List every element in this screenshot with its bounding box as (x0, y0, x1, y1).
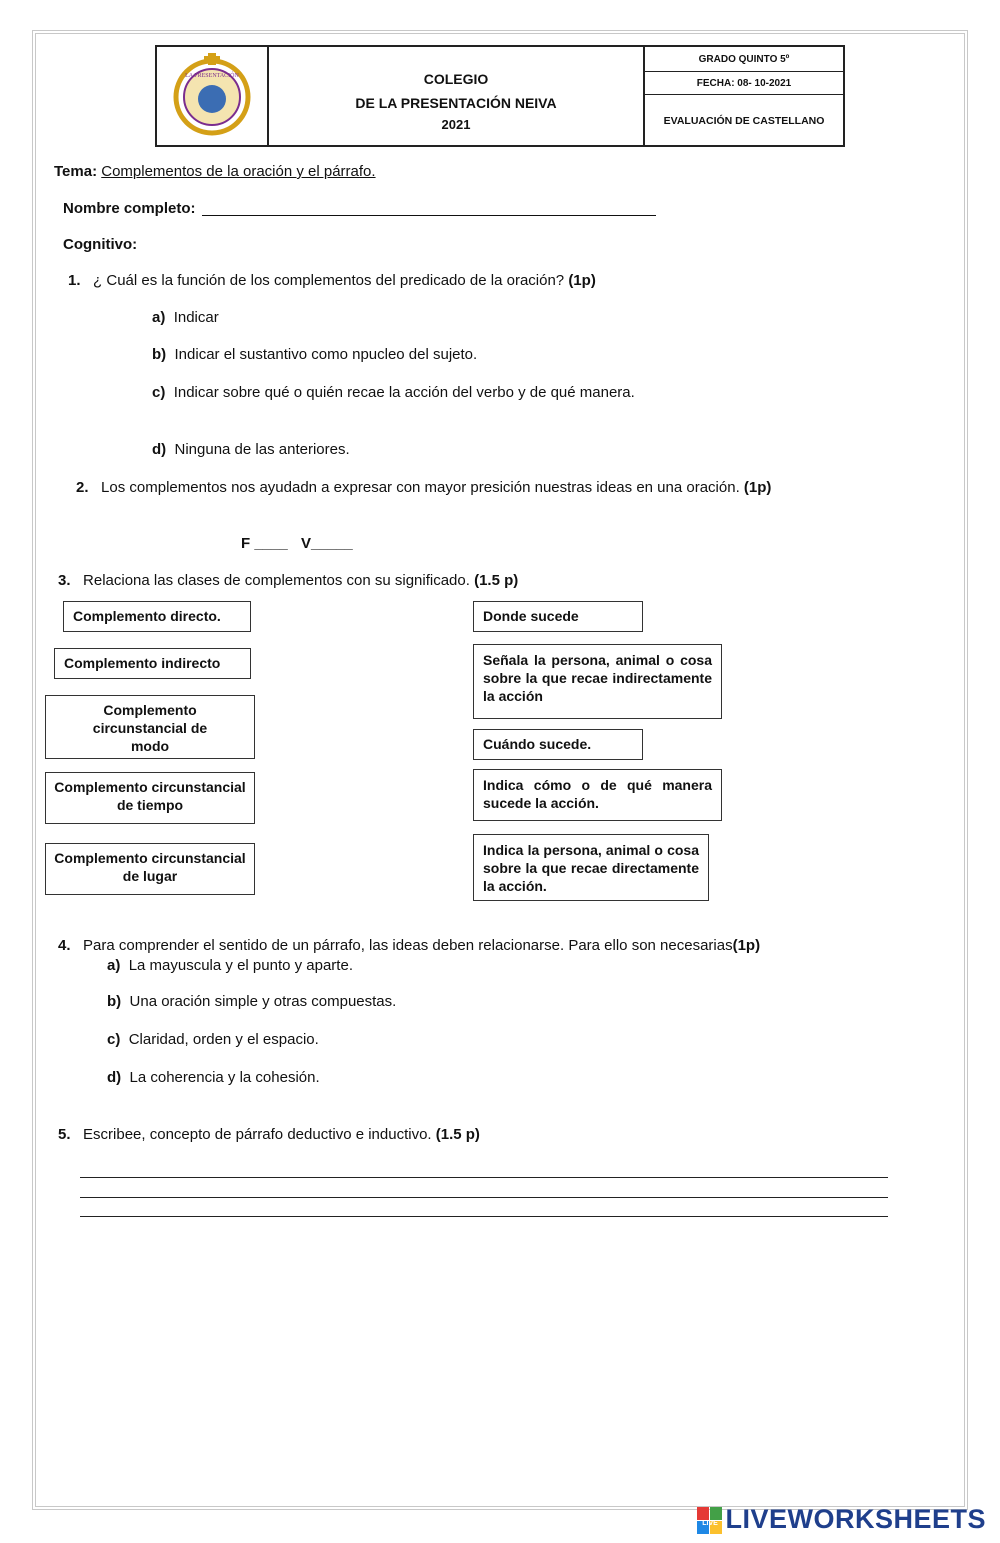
school-line1: COLEGIO (423, 71, 489, 87)
option-text: La coherencia y la cohesión. (129, 1069, 320, 1086)
q5-text: Escribee, concepto de párrafo deductivo e inductivo. (83, 1126, 432, 1143)
info-divider (645, 94, 843, 95)
q4-option-a[interactable] (107, 957, 353, 974)
q4-option-b[interactable] (107, 993, 396, 1010)
q2-points: (1p) (743, 479, 772, 496)
school-year: 2021 (441, 117, 471, 132)
question-4 (58, 937, 760, 954)
q4-text: Para comprender el sentido de un párrafo, las ideas deben relacionarse. Para ello son necesarias (83, 937, 733, 954)
q1-number: 1. (68, 272, 81, 289)
q1-points: (1p) (568, 272, 596, 289)
tema-label: Tema: (54, 163, 98, 180)
q3-number: 3. (58, 572, 71, 589)
school-seal-cell (157, 47, 269, 145)
question-5 (58, 1126, 480, 1143)
match-right-5[interactable]: Indica la persona, animal o cosa sobre la que recae directamente la acción. (473, 834, 709, 901)
info-cell (645, 47, 843, 145)
match-left-3[interactable]: Complemento circunstancial de modo (45, 695, 255, 759)
school-seal-icon (157, 47, 267, 145)
subject-label: EVALUACIÓN DE CASTELLANO (663, 115, 825, 127)
q2-false-blank[interactable]: F ____ (241, 535, 288, 552)
option-letter: d) (152, 441, 167, 458)
tema-line (54, 163, 376, 180)
match-left-1[interactable]: Complemento directo. (63, 601, 251, 632)
option-text: Claridad, orden y el espacio. (128, 1031, 319, 1048)
question-3 (58, 572, 518, 589)
cognitivo-label: Cognitivo: (63, 236, 138, 253)
q4-number: 4. (58, 937, 71, 954)
nombre-input-line[interactable] (202, 215, 656, 216)
match-right-2[interactable]: Señala la persona, animal o cosa sobre la que recae indirectamente la acción (473, 644, 722, 719)
match-right-4[interactable]: Indica cómo o de qué manera sucede la acción. (473, 769, 722, 821)
grade-label: GRADO QUINTO 5º (698, 54, 790, 65)
q2-text: Los complementos nos ayudadn a expresar con mayor presición nuestras ideas en una oración. (101, 479, 740, 496)
liveworksheets-brand: LIVEWORKSHEETS (725, 1504, 986, 1534)
option-text: Una oración simple y otras compuestas. (129, 993, 397, 1010)
answer-line[interactable] (80, 1216, 888, 1217)
q5-number: 5. (58, 1126, 71, 1143)
option-letter: c) (107, 1031, 121, 1048)
option-text: Indicar (173, 309, 219, 326)
q4-option-c[interactable] (107, 1031, 319, 1048)
q3-text: Relaciona las clases de complementos con su significado. (83, 572, 470, 589)
q5-points: (1.5 p) (435, 1126, 480, 1143)
answer-line[interactable] (80, 1177, 888, 1178)
q3-points: (1.5 p) (474, 572, 519, 589)
answer-line[interactable] (80, 1197, 888, 1198)
logo-lettering: LIVE (702, 1520, 718, 1527)
liveworksheets-logo-icon (697, 1507, 723, 1535)
option-letter: d) (107, 1069, 122, 1086)
option-text: Ninguna de las anteriores. (174, 441, 350, 458)
q1-option-c[interactable] (152, 384, 635, 401)
q4-option-d[interactable] (107, 1069, 320, 1086)
q1-option-a[interactable] (152, 309, 219, 326)
q2-true-blank[interactable]: V_____ (301, 535, 353, 552)
option-letter: b) (152, 346, 167, 363)
option-text: Indicar el sustantivo como npucleo del sujeto. (174, 346, 478, 363)
question-1 (68, 272, 596, 289)
q1-option-d[interactable] (152, 441, 350, 458)
school-line2: DE LA PRESENTACIÓN NEIVA (355, 95, 557, 111)
option-letter: c) (152, 384, 166, 401)
option-text: La mayuscula y el punto y aparte. (128, 957, 353, 974)
match-left-5[interactable]: Complemento circunstancial de lugar (45, 843, 255, 895)
option-text: Indicar sobre qué o quién recae la acción del verbo y de qué manera. (173, 384, 635, 401)
match-left-2[interactable]: Complemento indirecto (54, 648, 251, 679)
info-divider (645, 71, 843, 72)
match-right-3[interactable]: Cuándo sucede. (473, 729, 643, 760)
match-left-4[interactable]: Complemento circunstancial de tiempo (45, 772, 255, 824)
q2-number: 2. (76, 479, 89, 496)
q1-text: ¿ Cuál es la función de los complementos del predicado de la oración? (93, 272, 565, 289)
q1-option-b[interactable] (152, 346, 477, 363)
q4-points: (1p) (732, 937, 761, 954)
date-label: FECHA: 08- 10-2021 (696, 78, 792, 89)
option-letter: a) (152, 309, 166, 326)
option-letter: b) (107, 993, 122, 1010)
match-right-1[interactable]: Donde sucede (473, 601, 643, 632)
option-letter: a) (107, 957, 121, 974)
tema-value: Complementos de la oración y el párrafo. (101, 163, 376, 180)
school-name-cell (269, 47, 645, 145)
seal-lettering: LA PRESENTACIÓN (185, 73, 239, 79)
nombre-label: Nombre completo: (63, 200, 196, 217)
header-table (155, 45, 845, 147)
question-2 (76, 479, 771, 496)
